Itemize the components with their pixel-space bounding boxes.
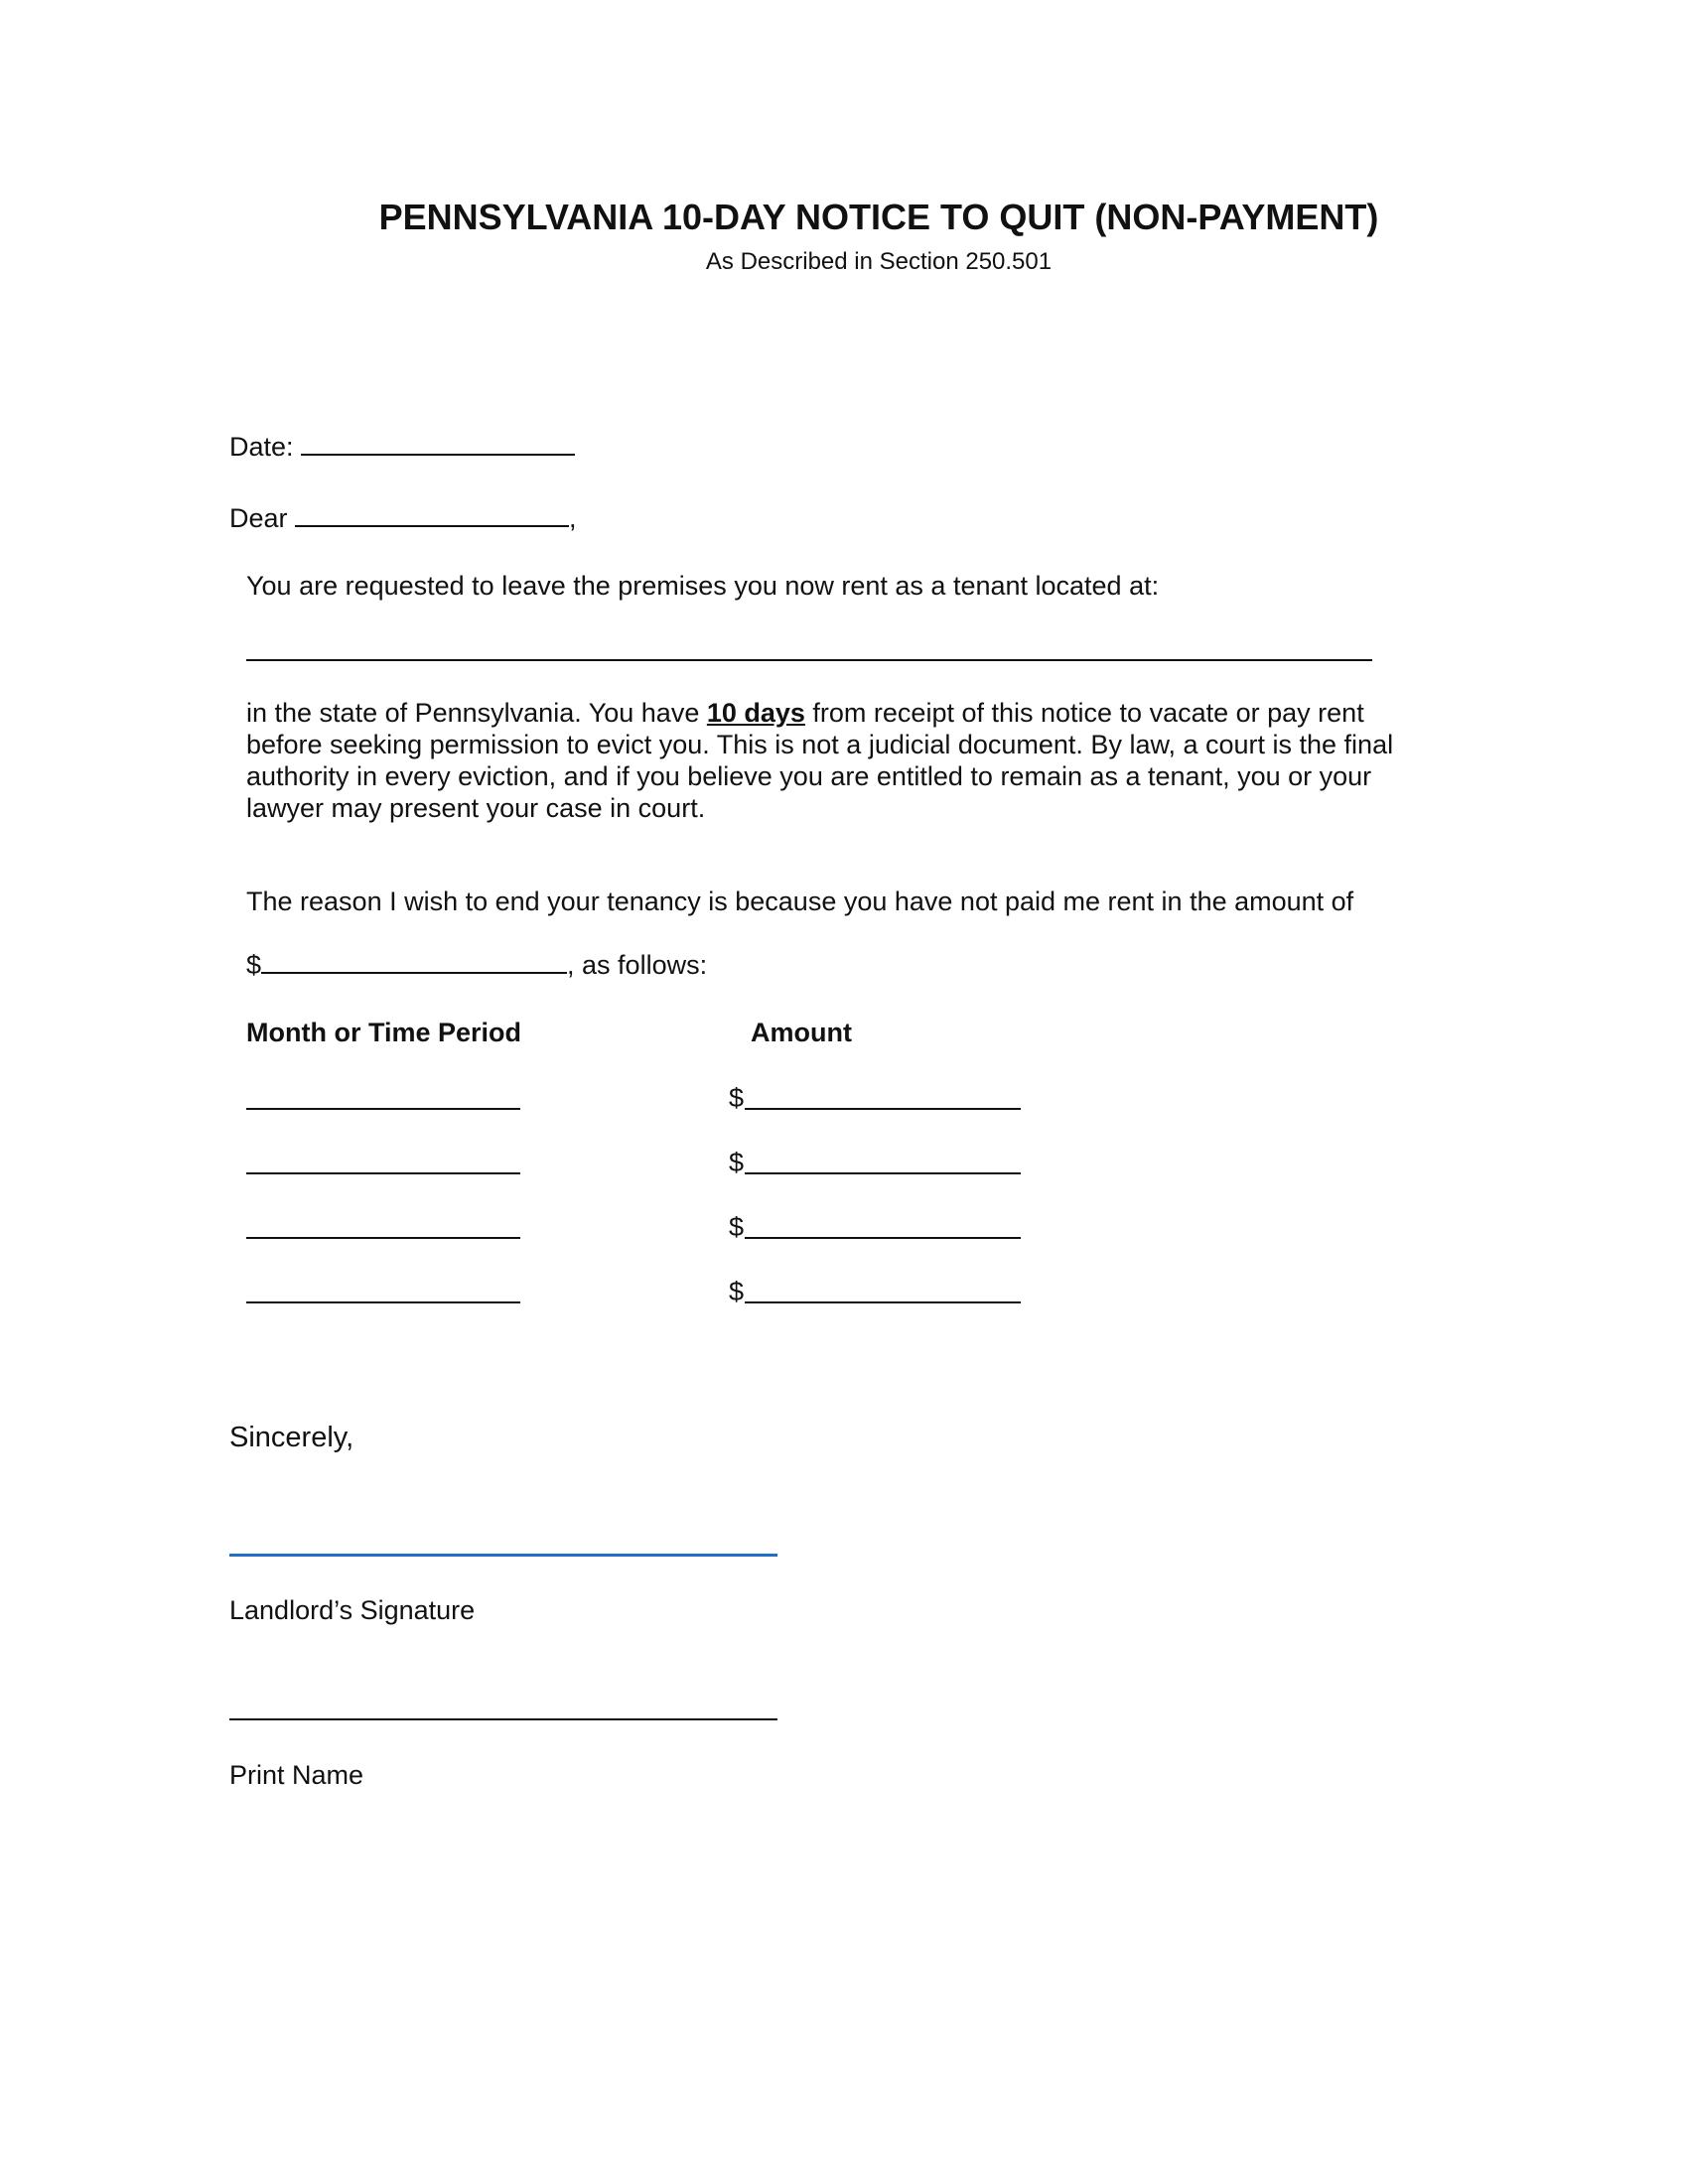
dear-label: Dear: [229, 503, 288, 533]
row-currency: $: [729, 1083, 745, 1113]
premises-text: You are requested to leave the premises you now rent as a tenant located at:: [246, 571, 1160, 601]
row-currency: $: [729, 1277, 745, 1306]
table-row: [246, 1276, 1239, 1311]
date-row: [229, 431, 575, 463]
period-field[interactable]: [246, 1172, 520, 1174]
paragraph-lead: in the state of Pennsylvania. You have: [246, 698, 707, 728]
row-currency: $: [729, 1148, 745, 1177]
signature-label: Landlord’s Signature: [229, 1595, 476, 1625]
date-field[interactable]: [301, 453, 575, 456]
col-header-period: Month or Time Period: [246, 1018, 522, 1047]
premises-address-field[interactable]: [246, 659, 1372, 661]
paragraph-body: from receipt of this notice to vacate or pay rent before seeking permission to evict you. This is not a judicial document. By law, a court is the final authority in every eviction, and if you believe you are entitled to remain as a tenant, you or your lawyer may present your case in court.: [246, 698, 1394, 823]
period-field[interactable]: [246, 1301, 520, 1303]
closing-text: Sincerely,: [229, 1422, 354, 1453]
period-field[interactable]: [246, 1108, 520, 1110]
recipient-field[interactable]: [295, 524, 569, 527]
col-header-amount: Amount: [751, 1018, 852, 1047]
date-label: Date:: [229, 432, 294, 462]
landlord-signature-field[interactable]: [229, 1554, 777, 1557]
table-row: [246, 1211, 1239, 1247]
amount-row: [246, 949, 707, 981]
table-row: [246, 1147, 1239, 1182]
page-title: PENNSYLVANIA 10-DAY NOTICE TO QUIT (NON-PAYMENT): [378, 197, 1379, 237]
amount-field[interactable]: [745, 1301, 1021, 1303]
row-currency: $: [729, 1212, 745, 1242]
print-name-label: Print Name: [229, 1760, 364, 1790]
table-row: [246, 1082, 1239, 1118]
amount-suffix: , as follows:: [567, 950, 708, 980]
total-amount-field[interactable]: [261, 971, 567, 974]
amount-field[interactable]: [745, 1237, 1021, 1239]
ten-days-emphasis: 10 days: [706, 698, 805, 728]
page-subtitle: As Described in Section 250.501: [705, 248, 1053, 275]
notice-paragraph: [246, 697, 1418, 824]
amount-field[interactable]: [745, 1172, 1021, 1174]
dear-comma: ,: [569, 503, 577, 533]
period-field[interactable]: [246, 1237, 520, 1239]
amount-currency: $: [246, 950, 262, 980]
amount-field[interactable]: [745, 1108, 1021, 1110]
print-name-field[interactable]: [229, 1718, 777, 1720]
reason-text: The reason I wish to end your tenancy is because you have not paid me rent in the amount of: [246, 887, 1354, 916]
dear-row: [229, 502, 577, 534]
